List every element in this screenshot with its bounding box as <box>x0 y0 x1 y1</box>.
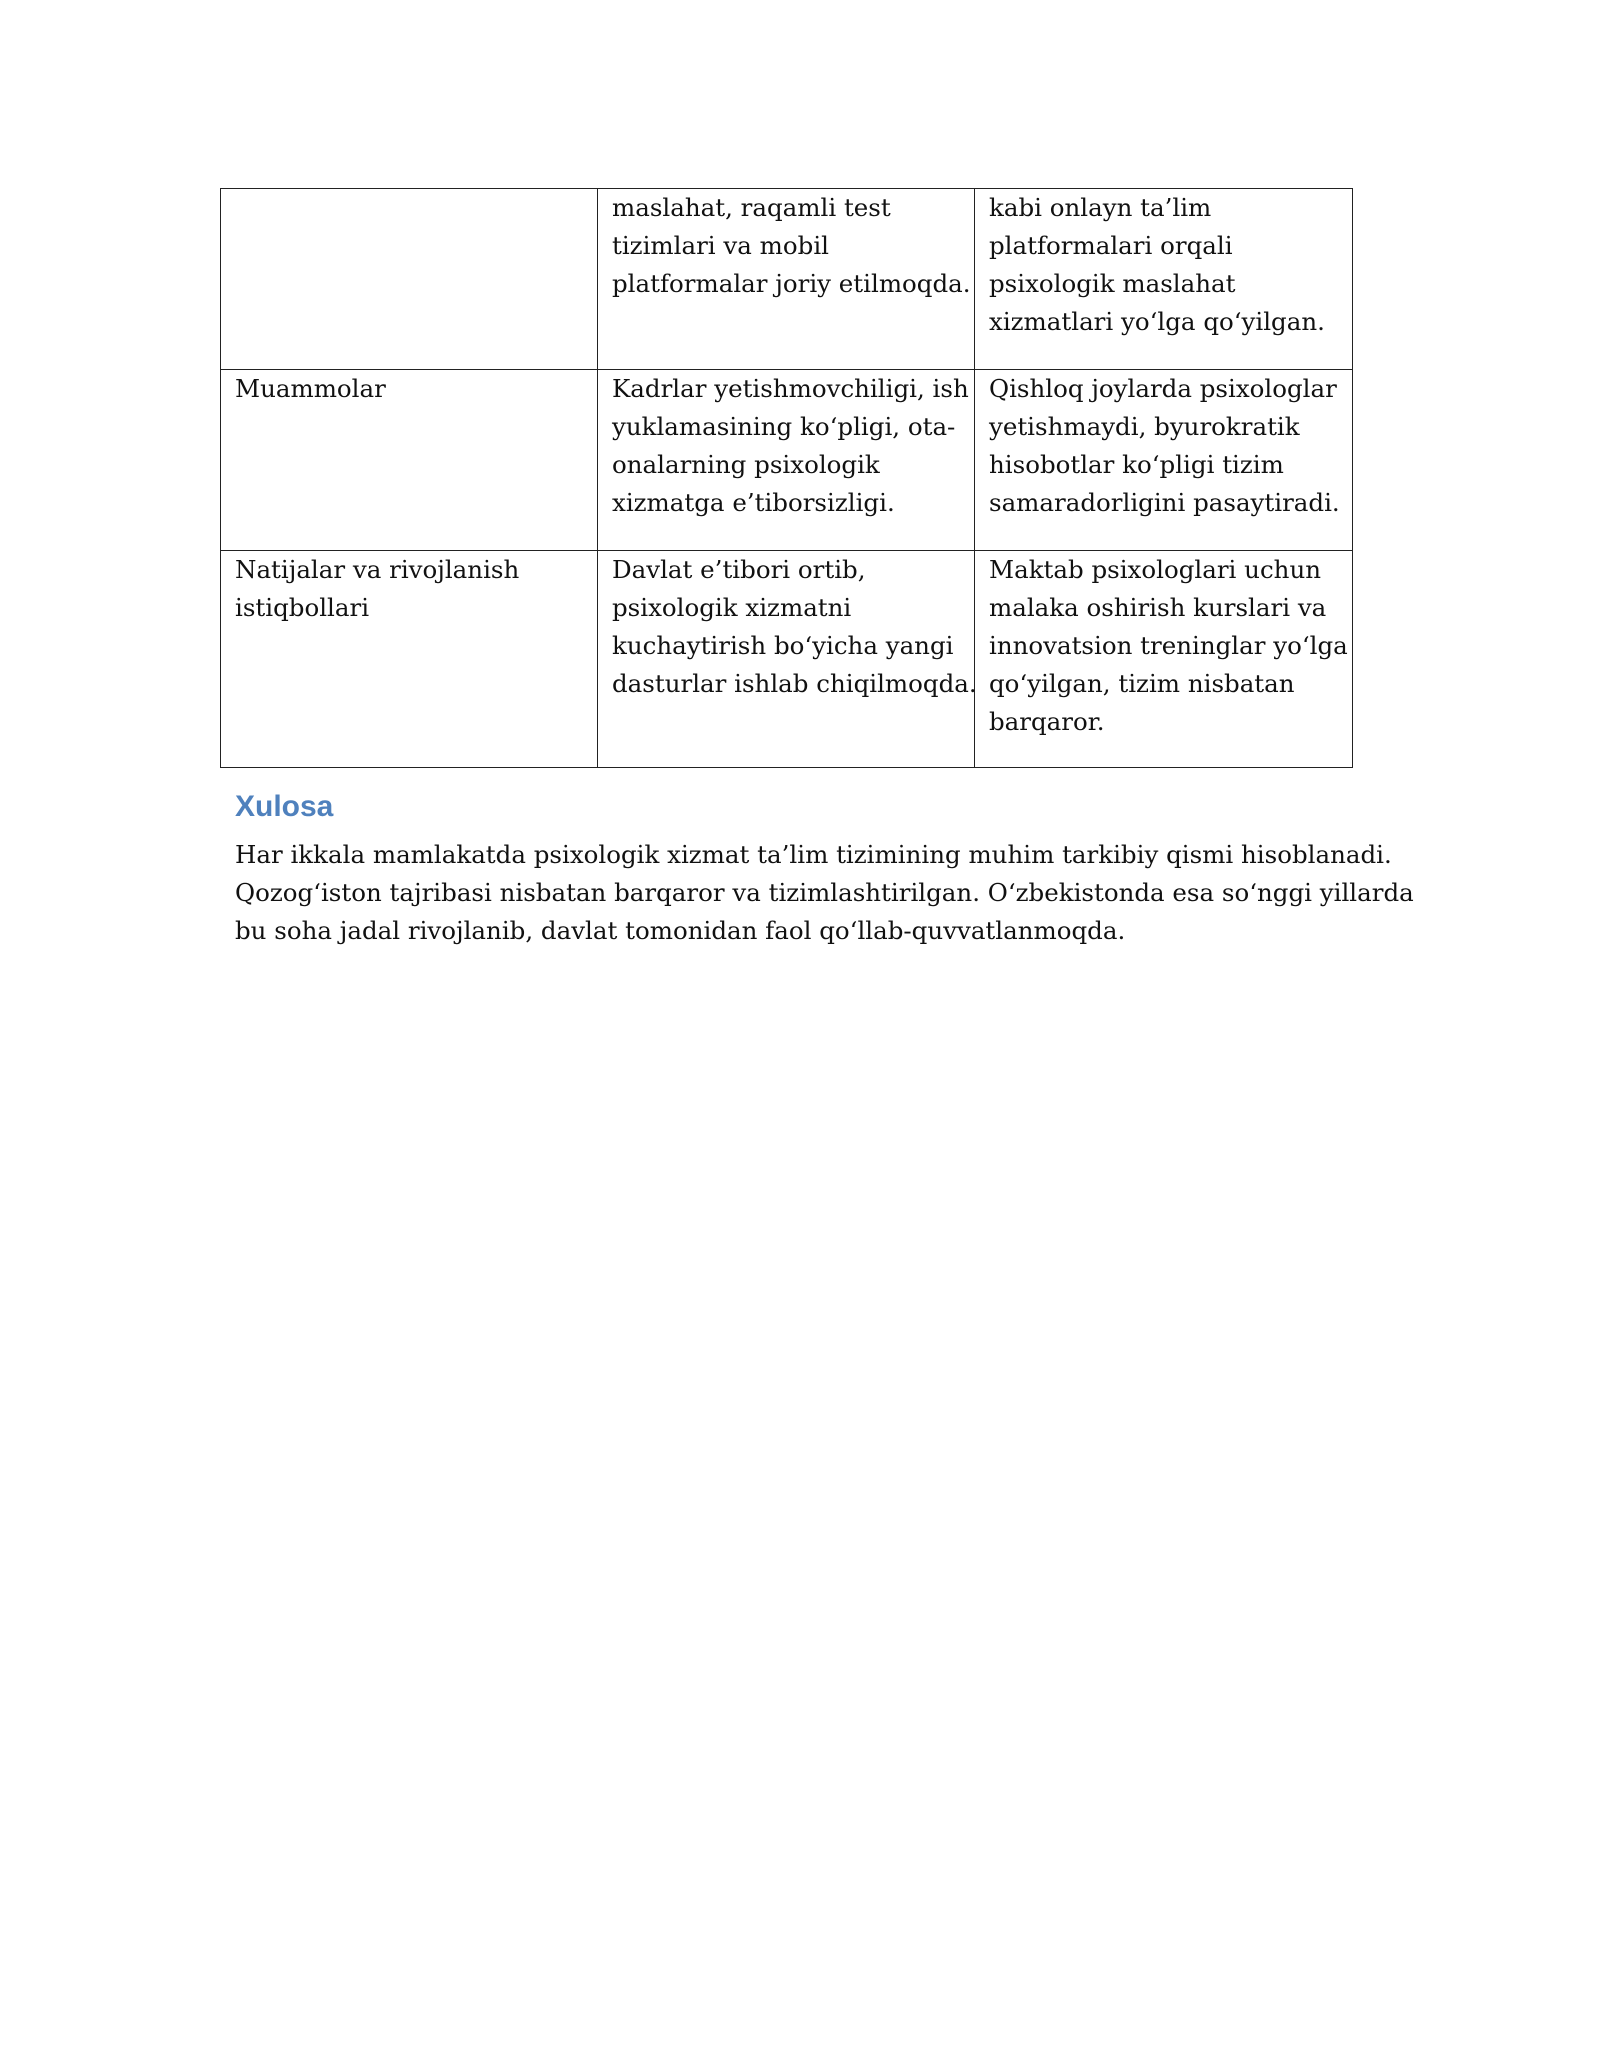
cell-text-line: innovatsion treninglar yo‘lga <box>989 631 1348 660</box>
table-cell <box>221 189 598 370</box>
cell-text-line: platformalari orqali <box>989 231 1233 260</box>
table-row <box>221 551 1353 768</box>
section-heading: Xulosa <box>235 790 334 823</box>
paragraph-line: Har ikkala mamlakatda psixologik xizmat ta’lim tizimining muhim tarkibiy qismi hisoblanadi. <box>235 840 1392 869</box>
cell-text-line: yuklamasining ko‘pligi, ota- <box>612 412 956 441</box>
conclusion-paragraph <box>235 836 1414 950</box>
cell-text-line: psixologik maslahat <box>989 269 1236 298</box>
cell-text-line: Kadrlar yetishmovchiligi, ish <box>612 374 969 403</box>
cell-text-line: tizimlari va mobil <box>612 231 830 260</box>
comparison-table <box>220 188 1353 768</box>
table-cell <box>975 370 1353 551</box>
cell-text-line: yetishmaydi, byurokratik <box>989 412 1300 441</box>
paragraph-line: Qozog‘iston tajribasi nisbatan barqaror va tizimlashtirilgan. O‘zbekistonda esa so‘nggi yillarda <box>235 878 1414 907</box>
cell-text-line: qo‘yilgan, tizim nisbatan <box>989 669 1295 698</box>
cell-text-line: kabi onlayn ta’lim <box>989 193 1212 222</box>
cell-text-line: dasturlar ishlab chiqilmoqda. <box>612 669 977 698</box>
cell-text-line: xizmatga e’tiborsizligi. <box>612 488 895 517</box>
cell-text-line: psixologik xizmatni <box>612 593 852 622</box>
cell-text-line: barqaror. <box>989 707 1105 736</box>
cell-text-line: Davlat e’tibori ortib, <box>612 555 866 584</box>
cell-text-line: Qishloq joylarda psixologlar <box>989 374 1337 403</box>
cell-text-line: Maktab psixologlari uchun <box>989 555 1322 584</box>
table-cell <box>598 551 975 768</box>
table-cell <box>598 189 975 370</box>
cell-text-line: xizmatlari yo‘lga qo‘yilgan. <box>989 307 1325 336</box>
table-cell <box>221 370 598 551</box>
table-cell <box>975 551 1353 768</box>
cell-text-line: maslahat, raqamli test <box>612 193 891 222</box>
table-cell <box>598 370 975 551</box>
cell-text-line: Muammolar <box>235 374 386 403</box>
cell-text-line: samaradorligini pasaytiradi. <box>989 488 1340 517</box>
cell-text-line: malaka oshirish kurslari va <box>989 593 1327 622</box>
cell-text-line: onalarning psixologik <box>612 450 880 479</box>
cell-text-line: hisobotlar ko‘pligi tizim <box>989 450 1284 479</box>
table-row <box>221 370 1353 551</box>
cell-text-line: istiqbollari <box>235 593 370 622</box>
cell-text-line: Natijalar va rivojlanish <box>235 555 520 584</box>
table-cell <box>221 551 598 768</box>
cell-text-line: platformalar joriy etilmoqda. <box>612 269 971 298</box>
table-row <box>221 189 1353 370</box>
paragraph-line: bu soha jadal rivojlanib, davlat tomonidan faol qo‘llab-quvvatlanmoqda. <box>235 916 1126 945</box>
table-cell <box>975 189 1353 370</box>
cell-text-line: kuchaytirish bo‘yicha yangi <box>612 631 954 660</box>
